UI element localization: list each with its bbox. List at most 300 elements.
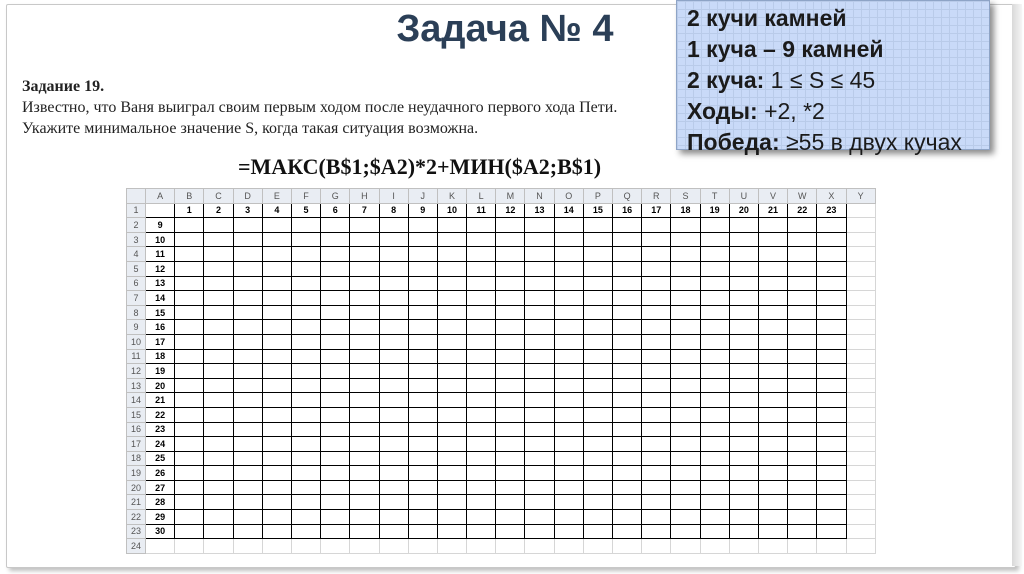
cell-X12[interactable] — [817, 364, 846, 379]
cell-T17[interactable] — [700, 437, 729, 452]
cell-Q3[interactable] — [613, 232, 642, 247]
cell-S5[interactable] — [671, 261, 700, 276]
cell-U19[interactable] — [729, 466, 758, 481]
cell-T8[interactable] — [700, 305, 729, 320]
cell-T2[interactable] — [700, 218, 729, 233]
row-header-7[interactable]: 7 — [127, 291, 146, 306]
cell-F16[interactable] — [291, 422, 320, 437]
cell-U18[interactable] — [729, 451, 758, 466]
row-header-24[interactable]: 24 — [127, 539, 146, 554]
cell-Q6[interactable] — [613, 276, 642, 291]
cell-X24[interactable] — [817, 539, 846, 554]
cell-X16[interactable] — [817, 422, 846, 437]
cell-V8[interactable] — [758, 305, 787, 320]
cell-U20[interactable] — [729, 480, 758, 495]
cell-J19[interactable] — [408, 466, 437, 481]
cell-G13[interactable] — [321, 378, 350, 393]
cell-D22[interactable] — [233, 510, 262, 525]
cell-F12[interactable] — [291, 364, 320, 379]
cell-E1[interactable]: 4 — [262, 203, 291, 218]
cell-V18[interactable] — [758, 451, 787, 466]
cell-V6[interactable] — [758, 276, 787, 291]
cell-P12[interactable] — [583, 364, 612, 379]
cell-W6[interactable] — [788, 276, 817, 291]
cell-G11[interactable] — [321, 349, 350, 364]
cell-O6[interactable] — [554, 276, 583, 291]
cell-H13[interactable] — [350, 378, 379, 393]
cell-V1[interactable]: 21 — [758, 203, 787, 218]
cell-H24[interactable] — [350, 539, 379, 554]
cell-H22[interactable] — [350, 510, 379, 525]
cell-T3[interactable] — [700, 232, 729, 247]
cell-A1[interactable] — [146, 203, 175, 218]
cell-M5[interactable] — [496, 261, 525, 276]
cell-W13[interactable] — [788, 378, 817, 393]
cell-B11[interactable] — [175, 349, 204, 364]
cell-F21[interactable] — [291, 495, 320, 510]
cell-Y22[interactable] — [846, 510, 875, 525]
cell-T13[interactable] — [700, 378, 729, 393]
cell-I17[interactable] — [379, 437, 408, 452]
cell-E7[interactable] — [262, 291, 291, 306]
cell-X19[interactable] — [817, 466, 846, 481]
cell-M2[interactable] — [496, 218, 525, 233]
cell-D18[interactable] — [233, 451, 262, 466]
cell-I11[interactable] — [379, 349, 408, 364]
cell-V2[interactable] — [758, 218, 787, 233]
cell-J21[interactable] — [408, 495, 437, 510]
cell-S20[interactable] — [671, 480, 700, 495]
cell-N16[interactable] — [525, 422, 554, 437]
cell-L21[interactable] — [467, 495, 496, 510]
cell-F23[interactable] — [291, 524, 320, 539]
cell-B5[interactable] — [175, 261, 204, 276]
cell-C4[interactable] — [204, 247, 233, 262]
cell-F17[interactable] — [291, 437, 320, 452]
cell-C14[interactable] — [204, 393, 233, 408]
cell-V9[interactable] — [758, 320, 787, 335]
cell-B19[interactable] — [175, 466, 204, 481]
cell-P14[interactable] — [583, 393, 612, 408]
cell-R22[interactable] — [642, 510, 671, 525]
cell-I13[interactable] — [379, 378, 408, 393]
cell-M9[interactable] — [496, 320, 525, 335]
row-header-14[interactable]: 14 — [127, 393, 146, 408]
cell-W8[interactable] — [788, 305, 817, 320]
cell-P7[interactable] — [583, 291, 612, 306]
cell-I16[interactable] — [379, 422, 408, 437]
cell-B9[interactable] — [175, 320, 204, 335]
cell-P21[interactable] — [583, 495, 612, 510]
cell-H14[interactable] — [350, 393, 379, 408]
cell-S16[interactable] — [671, 422, 700, 437]
cell-X5[interactable] — [817, 261, 846, 276]
cell-C15[interactable] — [204, 407, 233, 422]
cell-L14[interactable] — [467, 393, 496, 408]
cell-E19[interactable] — [262, 466, 291, 481]
cell-W17[interactable] — [788, 437, 817, 452]
cell-U11[interactable] — [729, 349, 758, 364]
cell-W16[interactable] — [788, 422, 817, 437]
cell-I24[interactable] — [379, 539, 408, 554]
cell-Q22[interactable] — [613, 510, 642, 525]
cell-L17[interactable] — [467, 437, 496, 452]
cell-M7[interactable] — [496, 291, 525, 306]
cell-P8[interactable] — [583, 305, 612, 320]
cell-A24[interactable] — [146, 539, 175, 554]
cell-R19[interactable] — [642, 466, 671, 481]
cell-X23[interactable] — [817, 524, 846, 539]
select-all-corner[interactable] — [127, 189, 146, 204]
cell-O4[interactable] — [554, 247, 583, 262]
cell-U15[interactable] — [729, 407, 758, 422]
cell-S9[interactable] — [671, 320, 700, 335]
cell-L8[interactable] — [467, 305, 496, 320]
cell-G2[interactable] — [321, 218, 350, 233]
cell-A20[interactable]: 27 — [146, 480, 175, 495]
cell-X2[interactable] — [817, 218, 846, 233]
cell-D3[interactable] — [233, 232, 262, 247]
cell-W24[interactable] — [788, 539, 817, 554]
cell-M19[interactable] — [496, 466, 525, 481]
cell-F8[interactable] — [291, 305, 320, 320]
row-header-17[interactable]: 17 — [127, 437, 146, 452]
cell-D13[interactable] — [233, 378, 262, 393]
cell-Q10[interactable] — [613, 334, 642, 349]
row-header-15[interactable]: 15 — [127, 407, 146, 422]
column-header-R[interactable]: R — [642, 189, 671, 204]
row-header-11[interactable]: 11 — [127, 349, 146, 364]
row-header-6[interactable]: 6 — [127, 276, 146, 291]
column-header-J[interactable]: J — [408, 189, 437, 204]
cell-K4[interactable] — [437, 247, 466, 262]
cell-M3[interactable] — [496, 232, 525, 247]
cell-J16[interactable] — [408, 422, 437, 437]
cell-Y14[interactable] — [846, 393, 875, 408]
cell-E8[interactable] — [262, 305, 291, 320]
cell-Y3[interactable] — [846, 232, 875, 247]
cell-P2[interactable] — [583, 218, 612, 233]
column-header-B[interactable]: B — [175, 189, 204, 204]
cell-R15[interactable] — [642, 407, 671, 422]
cell-A17[interactable]: 24 — [146, 437, 175, 452]
row-header-21[interactable]: 21 — [127, 495, 146, 510]
cell-P9[interactable] — [583, 320, 612, 335]
cell-E12[interactable] — [262, 364, 291, 379]
cell-X9[interactable] — [817, 320, 846, 335]
cell-Y12[interactable] — [846, 364, 875, 379]
cell-U12[interactable] — [729, 364, 758, 379]
cell-G16[interactable] — [321, 422, 350, 437]
cell-L7[interactable] — [467, 291, 496, 306]
cell-L6[interactable] — [467, 276, 496, 291]
cell-L23[interactable] — [467, 524, 496, 539]
cell-A16[interactable]: 23 — [146, 422, 175, 437]
cell-P23[interactable] — [583, 524, 612, 539]
cell-R4[interactable] — [642, 247, 671, 262]
cell-X6[interactable] — [817, 276, 846, 291]
cell-G20[interactable] — [321, 480, 350, 495]
cell-D14[interactable] — [233, 393, 262, 408]
cell-J24[interactable] — [408, 539, 437, 554]
column-header-O[interactable]: O — [554, 189, 583, 204]
cell-E9[interactable] — [262, 320, 291, 335]
cell-P16[interactable] — [583, 422, 612, 437]
cell-L13[interactable] — [467, 378, 496, 393]
cell-C22[interactable] — [204, 510, 233, 525]
cell-X1[interactable]: 23 — [817, 203, 846, 218]
row-header-9[interactable]: 9 — [127, 320, 146, 335]
cell-D21[interactable] — [233, 495, 262, 510]
cell-B3[interactable] — [175, 232, 204, 247]
cell-K7[interactable] — [437, 291, 466, 306]
cell-T11[interactable] — [700, 349, 729, 364]
cell-R10[interactable] — [642, 334, 671, 349]
cell-O23[interactable] — [554, 524, 583, 539]
cell-L15[interactable] — [467, 407, 496, 422]
cell-K8[interactable] — [437, 305, 466, 320]
cell-F2[interactable] — [291, 218, 320, 233]
cell-C19[interactable] — [204, 466, 233, 481]
cell-S24[interactable] — [671, 539, 700, 554]
cell-E2[interactable] — [262, 218, 291, 233]
cell-D11[interactable] — [233, 349, 262, 364]
cell-T20[interactable] — [700, 480, 729, 495]
cell-W12[interactable] — [788, 364, 817, 379]
cell-S11[interactable] — [671, 349, 700, 364]
cell-T19[interactable] — [700, 466, 729, 481]
cell-S7[interactable] — [671, 291, 700, 306]
cell-D17[interactable] — [233, 437, 262, 452]
cell-S21[interactable] — [671, 495, 700, 510]
cell-B6[interactable] — [175, 276, 204, 291]
cell-O1[interactable]: 14 — [554, 203, 583, 218]
cell-L1[interactable]: 11 — [467, 203, 496, 218]
cell-Y1[interactable] — [846, 203, 875, 218]
cell-Y20[interactable] — [846, 480, 875, 495]
cell-G22[interactable] — [321, 510, 350, 525]
cell-X18[interactable] — [817, 451, 846, 466]
cell-R7[interactable] — [642, 291, 671, 306]
cell-G7[interactable] — [321, 291, 350, 306]
cell-Y17[interactable] — [846, 437, 875, 452]
cell-G12[interactable] — [321, 364, 350, 379]
cell-R18[interactable] — [642, 451, 671, 466]
cell-K13[interactable] — [437, 378, 466, 393]
cell-M20[interactable] — [496, 480, 525, 495]
column-header-Y[interactable]: Y — [846, 189, 875, 204]
cell-R14[interactable] — [642, 393, 671, 408]
cell-U14[interactable] — [729, 393, 758, 408]
cell-Y24[interactable] — [846, 539, 875, 554]
row-header-1[interactable]: 1 — [127, 203, 146, 218]
cell-M15[interactable] — [496, 407, 525, 422]
cell-N13[interactable] — [525, 378, 554, 393]
cell-P20[interactable] — [583, 480, 612, 495]
cell-G14[interactable] — [321, 393, 350, 408]
cell-H6[interactable] — [350, 276, 379, 291]
cell-P11[interactable] — [583, 349, 612, 364]
cell-D1[interactable]: 3 — [233, 203, 262, 218]
cell-M10[interactable] — [496, 334, 525, 349]
cell-O7[interactable] — [554, 291, 583, 306]
cell-T14[interactable] — [700, 393, 729, 408]
cell-O8[interactable] — [554, 305, 583, 320]
cell-T23[interactable] — [700, 524, 729, 539]
cell-K21[interactable] — [437, 495, 466, 510]
cell-M1[interactable]: 12 — [496, 203, 525, 218]
cell-C24[interactable] — [204, 539, 233, 554]
cell-A18[interactable]: 25 — [146, 451, 175, 466]
cell-Y6[interactable] — [846, 276, 875, 291]
cell-S15[interactable] — [671, 407, 700, 422]
cell-K17[interactable] — [437, 437, 466, 452]
cell-R24[interactable] — [642, 539, 671, 554]
cell-K6[interactable] — [437, 276, 466, 291]
cell-H5[interactable] — [350, 261, 379, 276]
cell-C7[interactable] — [204, 291, 233, 306]
cell-W5[interactable] — [788, 261, 817, 276]
column-header-V[interactable]: V — [758, 189, 787, 204]
cell-U10[interactable] — [729, 334, 758, 349]
cell-K19[interactable] — [437, 466, 466, 481]
cell-S6[interactable] — [671, 276, 700, 291]
cell-X8[interactable] — [817, 305, 846, 320]
cell-Y4[interactable] — [846, 247, 875, 262]
cell-M13[interactable] — [496, 378, 525, 393]
cell-R1[interactable]: 17 — [642, 203, 671, 218]
cell-H18[interactable] — [350, 451, 379, 466]
cell-O16[interactable] — [554, 422, 583, 437]
cell-H4[interactable] — [350, 247, 379, 262]
cell-O21[interactable] — [554, 495, 583, 510]
cell-S12[interactable] — [671, 364, 700, 379]
cell-D8[interactable] — [233, 305, 262, 320]
cell-N3[interactable] — [525, 232, 554, 247]
cell-Y9[interactable] — [846, 320, 875, 335]
cell-H16[interactable] — [350, 422, 379, 437]
cell-I22[interactable] — [379, 510, 408, 525]
cell-J2[interactable] — [408, 218, 437, 233]
cell-C10[interactable] — [204, 334, 233, 349]
cell-R3[interactable] — [642, 232, 671, 247]
cell-T21[interactable] — [700, 495, 729, 510]
cell-N24[interactable] — [525, 539, 554, 554]
cell-C18[interactable] — [204, 451, 233, 466]
cell-W9[interactable] — [788, 320, 817, 335]
cell-I23[interactable] — [379, 524, 408, 539]
cell-R21[interactable] — [642, 495, 671, 510]
cell-O5[interactable] — [554, 261, 583, 276]
cell-K20[interactable] — [437, 480, 466, 495]
cell-E17[interactable] — [262, 437, 291, 452]
cell-Q23[interactable] — [613, 524, 642, 539]
cell-B8[interactable] — [175, 305, 204, 320]
cell-C20[interactable] — [204, 480, 233, 495]
cell-Y23[interactable] — [846, 524, 875, 539]
cell-V10[interactable] — [758, 334, 787, 349]
cell-I2[interactable] — [379, 218, 408, 233]
cell-E18[interactable] — [262, 451, 291, 466]
column-header-G[interactable]: G — [321, 189, 350, 204]
row-header-22[interactable]: 22 — [127, 510, 146, 525]
cell-G24[interactable] — [321, 539, 350, 554]
cell-H2[interactable] — [350, 218, 379, 233]
cell-I10[interactable] — [379, 334, 408, 349]
cell-N18[interactable] — [525, 451, 554, 466]
cell-U9[interactable] — [729, 320, 758, 335]
cell-N10[interactable] — [525, 334, 554, 349]
column-header-K[interactable]: K — [437, 189, 466, 204]
cell-B2[interactable] — [175, 218, 204, 233]
cell-F24[interactable] — [291, 539, 320, 554]
cell-P13[interactable] — [583, 378, 612, 393]
cell-R2[interactable] — [642, 218, 671, 233]
cell-H20[interactable] — [350, 480, 379, 495]
cell-J14[interactable] — [408, 393, 437, 408]
cell-V7[interactable] — [758, 291, 787, 306]
cell-M21[interactable] — [496, 495, 525, 510]
cell-B24[interactable] — [175, 539, 204, 554]
row-header-13[interactable]: 13 — [127, 378, 146, 393]
cell-U17[interactable] — [729, 437, 758, 452]
cell-V24[interactable] — [758, 539, 787, 554]
cell-U8[interactable] — [729, 305, 758, 320]
cell-U1[interactable]: 20 — [729, 203, 758, 218]
column-header-U[interactable]: U — [729, 189, 758, 204]
cell-M24[interactable] — [496, 539, 525, 554]
cell-P19[interactable] — [583, 466, 612, 481]
cell-D19[interactable] — [233, 466, 262, 481]
cell-R11[interactable] — [642, 349, 671, 364]
cell-C9[interactable] — [204, 320, 233, 335]
cell-W15[interactable] — [788, 407, 817, 422]
cell-H12[interactable] — [350, 364, 379, 379]
cell-D15[interactable] — [233, 407, 262, 422]
cell-Q13[interactable] — [613, 378, 642, 393]
cell-I21[interactable] — [379, 495, 408, 510]
row-header-16[interactable]: 16 — [127, 422, 146, 437]
cell-U21[interactable] — [729, 495, 758, 510]
cell-P1[interactable]: 15 — [583, 203, 612, 218]
cell-O19[interactable] — [554, 466, 583, 481]
cell-C11[interactable] — [204, 349, 233, 364]
cell-K5[interactable] — [437, 261, 466, 276]
cell-F6[interactable] — [291, 276, 320, 291]
cell-J23[interactable] — [408, 524, 437, 539]
cell-S17[interactable] — [671, 437, 700, 452]
cell-S1[interactable]: 18 — [671, 203, 700, 218]
cell-T7[interactable] — [700, 291, 729, 306]
cell-F18[interactable] — [291, 451, 320, 466]
cell-F19[interactable] — [291, 466, 320, 481]
cell-R17[interactable] — [642, 437, 671, 452]
cell-G1[interactable]: 6 — [321, 203, 350, 218]
column-header-A[interactable]: A — [146, 189, 175, 204]
cell-U16[interactable] — [729, 422, 758, 437]
cell-Q11[interactable] — [613, 349, 642, 364]
cell-J7[interactable] — [408, 291, 437, 306]
cell-V14[interactable] — [758, 393, 787, 408]
cell-O10[interactable] — [554, 334, 583, 349]
cell-H8[interactable] — [350, 305, 379, 320]
cell-C5[interactable] — [204, 261, 233, 276]
cell-A3[interactable]: 10 — [146, 232, 175, 247]
cell-P5[interactable] — [583, 261, 612, 276]
cell-N6[interactable] — [525, 276, 554, 291]
cell-R6[interactable] — [642, 276, 671, 291]
cell-Y18[interactable] — [846, 451, 875, 466]
